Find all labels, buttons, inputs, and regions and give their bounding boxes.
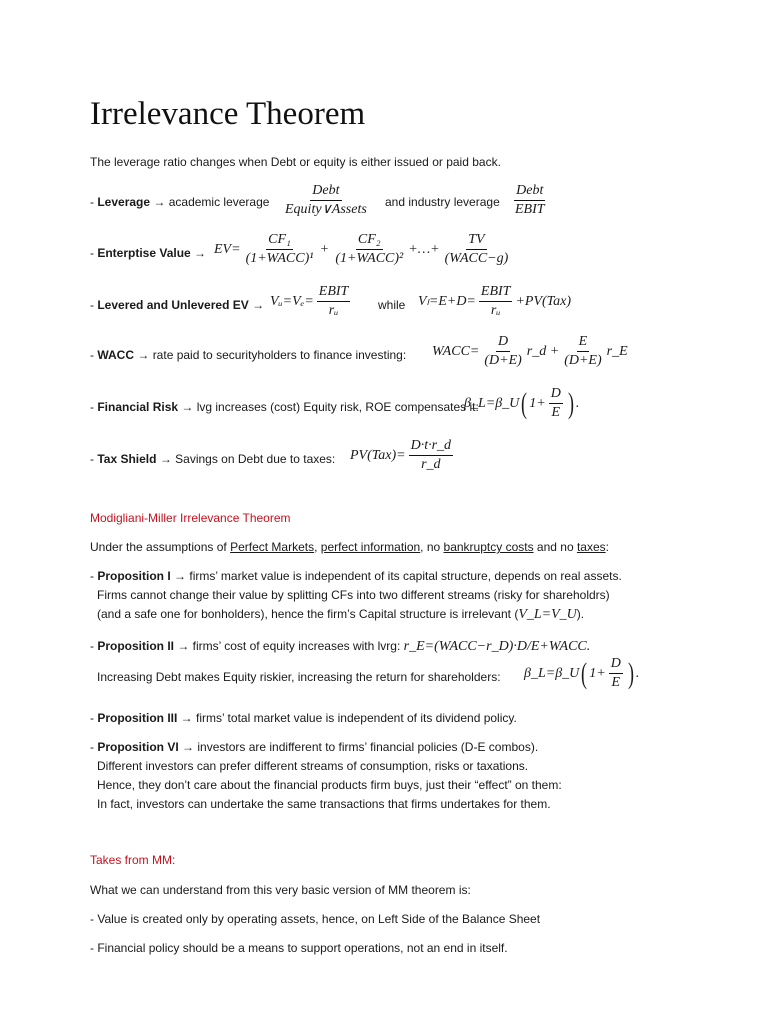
proposition-6-line3: Hence, they don’t care about the financial products firm buys, just their “effect” on them:	[97, 778, 562, 792]
proposition-6-line: - Proposition VI → investors are indifferent to firms’ financial policies (D-E combos).	[90, 740, 539, 754]
financial-risk-formula: β_L=β_U ( 1+ $\frac{D}{E}$ ) .	[464, 386, 580, 420]
page-title: Irrelevance Theorem	[90, 96, 366, 132]
proposition-6-line2: Different investors can prefer different streams of consumption, risks or taxations.	[97, 759, 529, 773]
proposition-1-line: - Proposition I → firms’ market value is independent of its capital structure, depends on real assets.	[90, 569, 622, 583]
assumptions-line: Under the assumptions of Perfect Markets, perfect information, no bankruptcy costs and no taxes:	[90, 540, 609, 554]
academic-leverage-formula: $\frac{\text{Debt}}{\text{Equity∨Assets}}$	[285, 183, 367, 217]
tax-shield-label: Tax Shield	[97, 452, 157, 466]
leverage-label: Leverage	[97, 195, 151, 209]
while-text: while	[378, 298, 406, 312]
financial-risk-label: Financial Risk	[97, 400, 179, 414]
levered-label: Levered and Unlevered EV	[97, 298, 249, 312]
ev-formula: EV= $\frac{\text{CF₁}}{\text{(1+WACC)¹}}$ + $\frac{\text{CF₂}}{\text{(1+WACC)²}}$ +…+ $\frac{TV}{\text{(WACC−g)}}$	[214, 232, 509, 266]
ev-label: Enterptise Value	[97, 246, 191, 260]
proposition-1-line2: Firms cannot change their value by splitting CFs into two different streams (risky for shareholdrs)	[97, 588, 610, 602]
leverage-line: - Leverage → academic leverage	[90, 195, 270, 209]
proposition-2-line2: Increasing Debt makes Equity riskier, increasing the return for shareholders:	[97, 670, 501, 684]
proposition-2-beta-formula: β_L=β_U ( 1+ $\frac{D}{E}$ ) .	[524, 656, 640, 690]
levered-formula: Vᵤ=Vₑ= $\frac{\text{EBIT}}{\text{rᵤ}}$	[270, 284, 349, 318]
takes-item-2: - Financial policy should be a means to support operations, not an end in itself.	[90, 941, 508, 955]
takes-heading: Takes from MM:	[90, 853, 176, 867]
tax-shield-formula: PV(Tax)= $\frac{D\cdot t\cdot r\_d}{r\_d}$	[350, 438, 452, 472]
industry-leverage-formula: $\frac{\text{Debt}}{\text{EBIT}}$	[515, 183, 545, 217]
ev-line: - Enterptise Value →	[90, 246, 207, 260]
tax-shield-line: - Tax Shield → Savings on Debt due to taxes:	[90, 452, 336, 466]
proposition-1-line3: (and a safe one for bonholders), hence the firm’s Capital structure is irrelevant (V_L=V_U).	[97, 607, 585, 622]
mm-heading: Modigliani-Miller Irrelevance Theorem	[90, 511, 291, 525]
takes-intro: What we can understand from this very basic version of MM theorem is:	[90, 883, 471, 897]
proposition-2-line: - Proposition II → firms’ cost of equity increases with lvrg: r_E=(WACC−r_D)·D/E+WACC.	[90, 639, 591, 654]
wacc-label: WACC	[97, 348, 135, 362]
wacc-line: - WACC → rate paid to securityholders to finance investing:	[90, 348, 407, 362]
financial-risk-line: - Financial Risk → lvg increases (cost) Equity risk, ROE compensates it:	[90, 400, 479, 414]
levered-line: - Levered and Unlevered EV →	[90, 298, 265, 312]
wacc-formula: WACC= $\frac{D}{(D+E)}$ r_d + $\frac{E}{(D+E)}$ r_E	[432, 334, 628, 368]
levered-formula-2: Vₗ=E+D= $\frac{\text{EBIT}}{\text{rᵤ}}$ +PV(Tax)	[418, 284, 572, 318]
proposition-6-line4: In fact, investors can undertake the same transactions that firms undertakes for them.	[97, 797, 551, 811]
industry-leverage-text: and industry leverage	[385, 195, 500, 209]
intro-text: The leverage ratio changes when Debt or equity is either issued or paid back.	[90, 155, 501, 169]
proposition-3-line: - Proposition III → firms’ total market value is independent of its dividend policy.	[90, 711, 517, 725]
takes-item-1: - Value is created only by operating assets, hence, on Left Side of the Balance Sheet	[90, 912, 541, 926]
